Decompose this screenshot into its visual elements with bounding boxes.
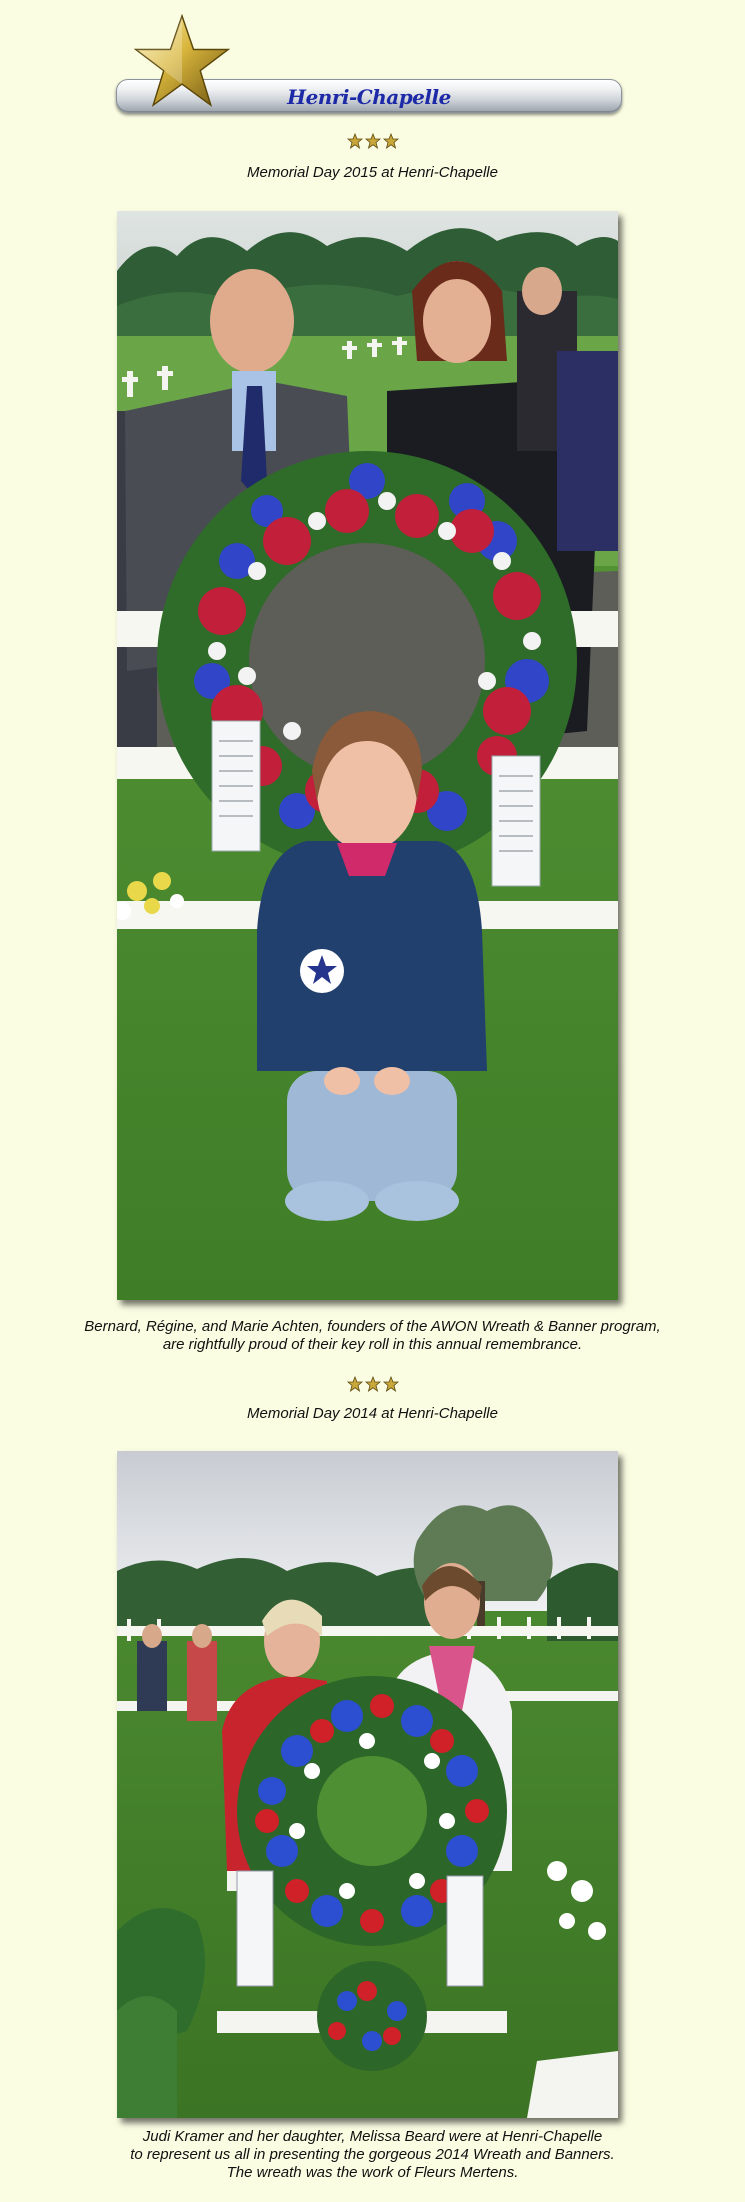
three-stars-icon bbox=[346, 1376, 400, 1392]
caption-2014-line-2: to represent us all in presenting the gorgeous 2014 Wreath and Banners. bbox=[130, 2146, 615, 2163]
three-stars-icon bbox=[346, 133, 400, 149]
section-heading-2015: Memorial Day 2015 at Henri-Chapelle bbox=[247, 164, 498, 181]
three-stars-divider bbox=[0, 133, 745, 149]
page-title: Henri-Chapelle bbox=[287, 85, 451, 109]
photo-2015-image bbox=[117, 211, 618, 1300]
caption-2014-line-3: The wreath was the work of Fleurs Mertens. bbox=[226, 2164, 519, 2181]
section-heading-2014: Memorial Day 2014 at Henri-Chapelle bbox=[247, 1405, 498, 1422]
caption-2014-line-1: Judi Kramer and her daughter, Melissa Beard were at Henri-Chapelle bbox=[142, 2128, 603, 2145]
gold-star-icon bbox=[134, 14, 230, 110]
caption-2015 bbox=[0, 1318, 745, 1354]
three-stars-divider bbox=[0, 1376, 745, 1392]
photo-memorial-day-2014 bbox=[117, 1451, 618, 2118]
caption-2015-line-1: Bernard, Régine, and Marie Achten, founders of the AWON Wreath & Banner program, bbox=[84, 1318, 661, 1335]
photo-2014-image bbox=[117, 1451, 618, 2118]
caption-2014 bbox=[0, 2128, 745, 2182]
caption-2015-line-2: are rightfully proud of their key roll in this annual remembrance. bbox=[162, 1336, 583, 1353]
photo-memorial-day-2015 bbox=[117, 211, 618, 1300]
